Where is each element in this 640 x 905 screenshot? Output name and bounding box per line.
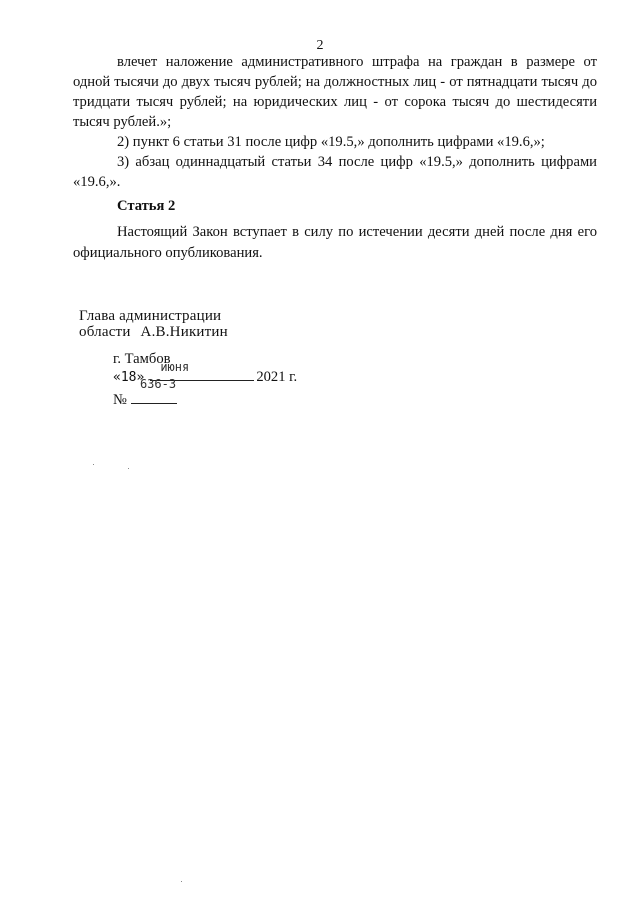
signer-title: Глава администрации — [79, 308, 222, 324]
law-number-field — [131, 377, 177, 404]
paragraph-item-3: 3) абзац одиннадцатый статьи 34 после цифр «19.5,» дополнить цифрами «19.6,». — [73, 154, 597, 190]
paragraph-fine-amounts: влечет наложение административного штрафа на граждан в размере от одной тысячи до двух тысяч рублей; на должностных лиц - от пятнадцати тысяч до тридцати тысяч рублей; на юридических лиц - от сорока тысяч до шестидесяти тысяч рублей.»; — [73, 54, 597, 130]
number-sign: № — [113, 392, 127, 408]
signature-block — [79, 308, 228, 340]
law-number: 636-З — [139, 377, 177, 391]
date-month: июня — [160, 360, 190, 374]
paragraph-item-2: 2) пункт 6 статьи 31 после цифр «19.5,» дополнить цифрами «19.6,»; — [117, 134, 545, 150]
scan-speck — [93, 464, 94, 465]
article-heading: Статья 2 — [117, 198, 176, 214]
article-text — [73, 222, 597, 264]
signer-name: А.В.Никитин — [140, 324, 228, 340]
scan-speck — [181, 881, 182, 882]
date-day: «18» — [113, 370, 145, 385]
signer-title-region: области — [79, 324, 131, 340]
body-text — [73, 52, 597, 192]
article-paragraph: Настоящий Закон вступает в силу по истечении десяти дней после дня его официального опубликования. — [73, 224, 597, 261]
scan-speck — [128, 468, 129, 469]
date-year: 2021 г. — [256, 369, 298, 385]
page-number: 2 — [316, 38, 324, 53]
place-of-signing: г. Тамбов — [113, 351, 171, 367]
signer-title-line2 — [79, 324, 228, 340]
